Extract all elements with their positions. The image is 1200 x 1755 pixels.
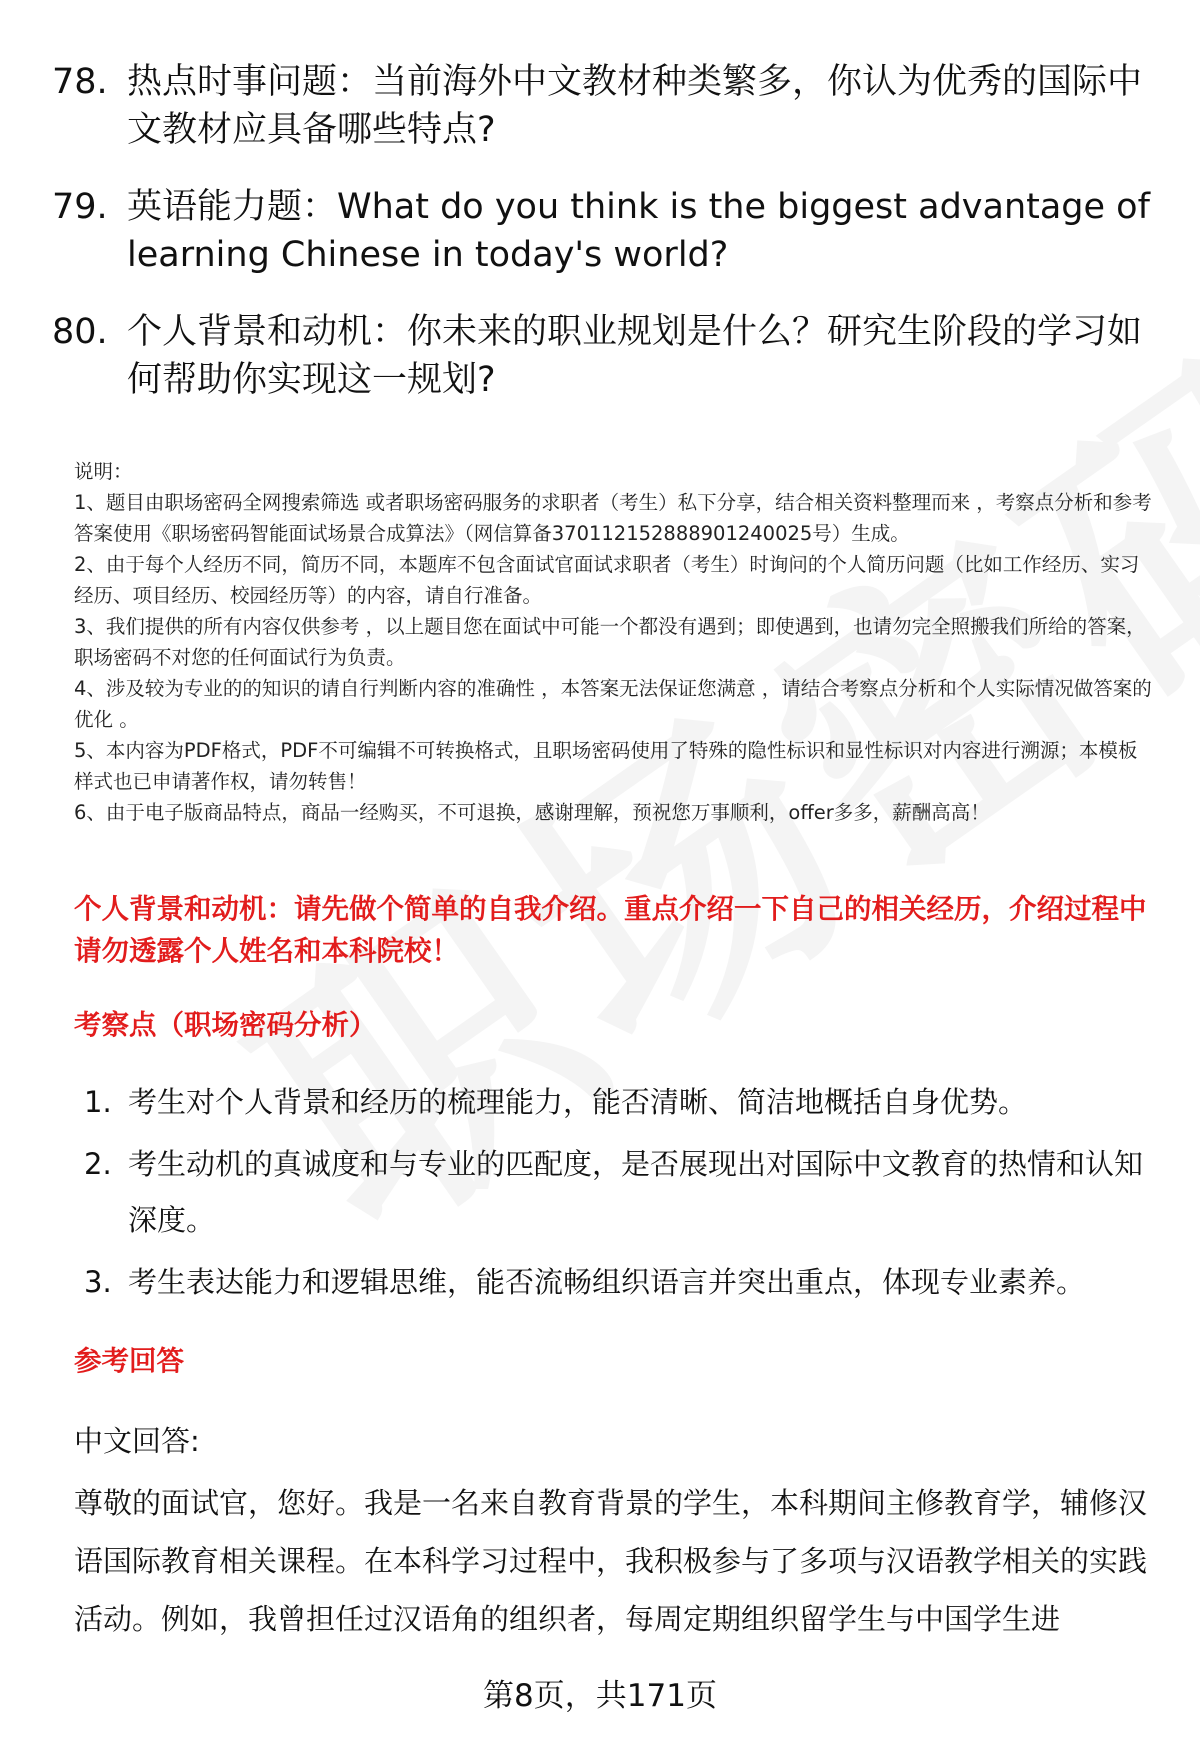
question-text: 个人背景和动机：你未来的职业规划是什么？研究生阶段的学习如何帮助你实现这一规划? (127, 312, 1143, 400)
answer-label: 中文回答: (74, 1424, 200, 1458)
note-item: 6、由于电子版商品特点，商品一经购买，不可退换，感谢理解，预祝您万事顺利，offer多多，薪酬高高！ (74, 801, 990, 824)
question-number: 78. (52, 62, 108, 102)
notes-title: 说明： (74, 460, 133, 483)
point-number: 2. (84, 1147, 112, 1181)
question-item (52, 58, 1152, 154)
answer-text: 尊敬的面试官，您好。我是一名来自教育背景的学生，本科期间主修教育学，辅修汉语国际教育相关课程。在本科学习过程中，我积极参与了多项与汉语教学相关的实践活动。例如，我曾担任过汉语角的组织者，每周定期组织留学生与中国学生进 (74, 1486, 1148, 1636)
analysis-points (84, 1074, 1154, 1316)
question-text: 热点时事问题：当前海外中文教材种类繁多，你认为优秀的国际中文教材应具备哪些特点? (127, 62, 1143, 150)
main-question: 个人背景和动机：请先做个简单的自我介绍。重点介绍一下自己的相关经历，介绍过程中请勿透露个人姓名和本科院校！ (74, 893, 1147, 967)
note-item: 5、本内容为PDF格式，PDF不可编辑不可转换格式，且职场密码使用了特殊的隐性标识和显性标识对内容进行溯源；本模板样式也已申请著作权，请勿转售！ (74, 739, 1138, 793)
question-text: 英语能力题：What do you think is the biggest advantage of learning Chinese in today's world? (127, 187, 1150, 275)
question-list (52, 58, 1152, 433)
note-item: 4、涉及较为专业的的知识的请自行判断内容的准确性 ，本答案无法保证您满意 ，请结合考察点分析和个人实际情况做答案的优化 。 (74, 677, 1152, 731)
note-item: 1、题目由职场密码全网搜索筛选 或者职场密码服务的求职者（考生）私下分享，结合相关资料整理而来 ，考察点分析和参考答案使用《职场密码智能面试场景合成算法》（网信算备370112152888901240025号）生成。 (74, 491, 1152, 545)
point-text: 考生动机的真诚度和与专业的匹配度，是否展现出对国际中文教育的热情和认知深度。 (128, 1147, 1144, 1237)
answer-title: 参考回答 (74, 1345, 184, 1377)
point-number: 1. (84, 1085, 112, 1119)
page-footer: 第8页，共171页 (483, 1678, 717, 1714)
question-number: 80. (52, 312, 108, 352)
point-text: 考生对个人背景和经历的梳理能力，能否清晰、简洁地概括自身优势。 (128, 1085, 1028, 1119)
question-number: 79. (52, 187, 108, 227)
analysis-point (84, 1136, 1154, 1248)
answer-body (74, 1412, 1154, 1648)
note-item: 3、我们提供的所有内容仅供参考 ，以上题目您在面试中可能一个都没有遇到；即使遇到，也请勿完全照搬我们所给的答案，职场密码不对您的任何面试行为负责。 (74, 615, 1146, 669)
point-text: 考生表达能力和逻辑思维，能否流畅组织语言并突出重点，体现专业素养。 (128, 1265, 1086, 1299)
question-item (52, 183, 1152, 279)
note-item: 2、由于每个人经历不同，简历不同，本题库不包含面试官面试求职者（考生）时询问的个人简历问题（比如工作经历、实习经历、项目经历、校园经历等）的内容，请自行准备。 (74, 553, 1140, 607)
analysis-point (84, 1074, 1154, 1130)
point-number: 3. (84, 1265, 112, 1299)
analysis-title: 考察点（职场密码分析） (74, 1009, 377, 1041)
question-item (52, 308, 1152, 404)
notes-section (74, 456, 1154, 828)
analysis-point (84, 1254, 1154, 1310)
